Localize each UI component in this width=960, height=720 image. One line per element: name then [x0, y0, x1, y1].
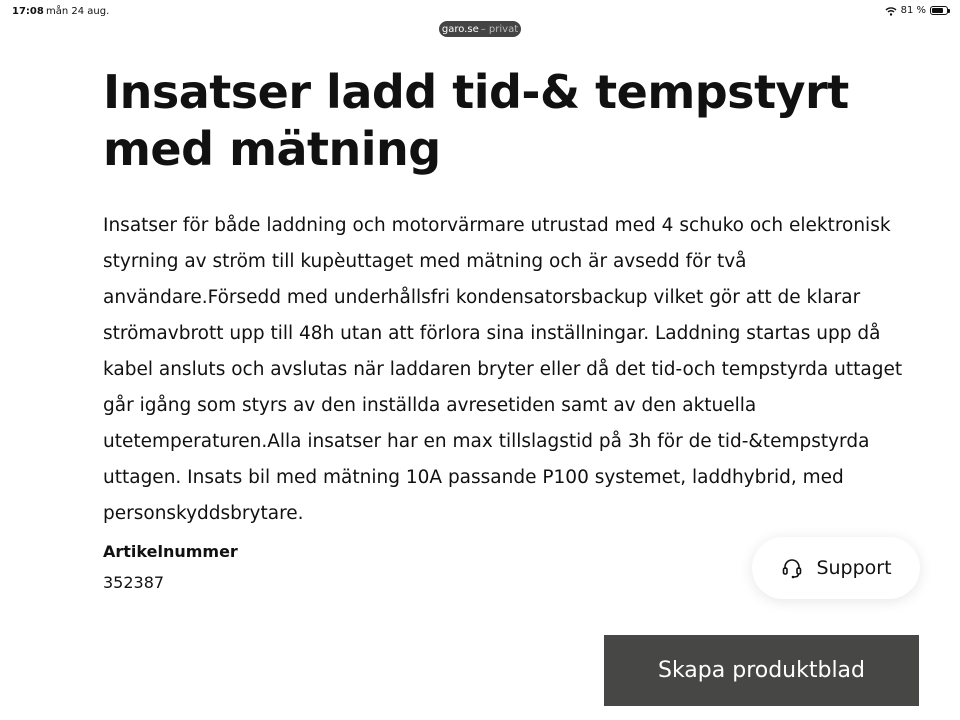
status-indicators [885, 5, 948, 16]
article-number-label: Artikelnummer [103, 542, 238, 561]
support-button[interactable] [752, 537, 920, 599]
battery-percent: 81 % [900, 5, 926, 16]
product-description: Insatser för både laddning och motorvärmare utrustad med 4 schuko och elektronisk styrning av ström till kupèuttaget med mätning och är avsedd för två användare.Försedd med underhållsfri kondensatorsbackup vilket gör att de klarar strömavbrott upp till 48h utan att förlora sina inställningar. Laddning startas upp då kabel ansluts och avslutas när laddaren bryter eller då det tid-och tempstyrda uttaget går igång som styrs av den inställda avresetiden samt av den aktuella utetemperaturen.Alla insatser har en max tillslagstid på 3h för de tid-&tempstyrda uttagen. Insats bil med mätning 10A passande P100 systemet, laddhybrid, med personskyddsbrytare. [103, 215, 903, 524]
headset-icon [780, 556, 804, 580]
battery-icon [930, 6, 948, 15]
create-product-sheet-button[interactable]: Skapa produktblad [604, 635, 919, 706]
status-date: mån 24 aug. [46, 6, 110, 17]
status-time: 17:08 [12, 6, 44, 17]
address-domain: garo.se [441, 23, 479, 35]
page-title: Insatser ladd tid-& tempstyrt med mätning [103, 65, 849, 176]
battery-level [932, 8, 943, 13]
address-mode: – privat [480, 23, 519, 35]
support-label: Support [816, 557, 892, 579]
address-bar[interactable] [439, 21, 521, 37]
wifi-icon [885, 6, 897, 16]
article-number-value: 352387 [103, 573, 165, 592]
